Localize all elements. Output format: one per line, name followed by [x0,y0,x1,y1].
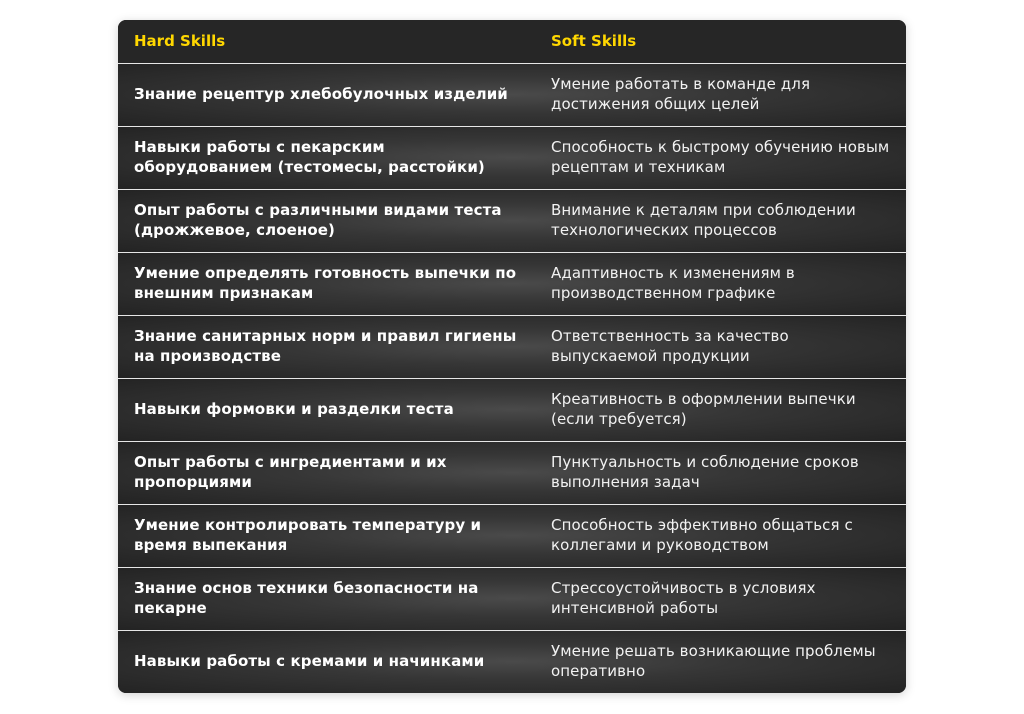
soft-skill-cell: Способность эффективно общаться с коллегами и руководством [535,504,906,567]
column-header-hard-skills: Hard Skills [118,20,535,63]
table-row [118,441,906,504]
table-row [118,126,906,189]
table-header-row [118,20,906,63]
soft-skill-cell: Способность к быстрому обучению новым рецептам и техникам [535,126,906,189]
soft-skill-cell: Креативность в оформлении выпечки (если требуется) [535,378,906,441]
table-row [118,567,906,630]
hard-skill-cell: Умение определять готовность выпечки по внешним признакам [118,252,535,315]
table-row [118,630,906,693]
table-row [118,315,906,378]
hard-skill-cell: Знание рецептур хлебобулочных изделий [134,84,508,103]
soft-skill-cell: Адаптивность к изменениям в производственном графике [535,252,906,315]
table-row [118,504,906,567]
soft-skill-cell: Стрессоустойчивость в условиях интенсивной работы [535,567,906,630]
soft-skill-cell: Умение решать возникающие проблемы оперативно [535,630,906,693]
skills-table [118,20,906,693]
hard-skill-cell: Навыки формовки и разделки теста [118,378,535,441]
hard-skill-cell: Навыки работы с кремами и начинками [118,630,535,693]
soft-skill-cell: Пунктуальность и соблюдение сроков выполнения задач [535,441,906,504]
table-row [118,189,906,252]
hard-skill-cell: Знание основ техники безопасности на пекарне [118,567,535,630]
soft-skill-cell: Внимание к деталям при соблюдении технологических процессов [535,189,906,252]
hard-skill-cell: Навыки работы с пекарским оборудованием (тестомесы, расстойки) [118,126,535,189]
hard-skill-cell: Умение контролировать температуру и время выпекания [118,504,535,567]
table-row [118,378,906,441]
table-row [118,252,906,315]
table-row [118,63,906,126]
soft-skill-cell: Ответственность за качество выпускаемой продукции [535,315,906,378]
hard-skill-cell: Знание санитарных норм и правил гигиены на производстве [118,315,535,378]
hard-skill-cell: Опыт работы с ингредиентами и их пропорциями [118,441,535,504]
soft-skill-cell: Умение работать в команде для достижения общих целей [551,75,811,113]
column-header-soft-skills: Soft Skills [535,20,906,63]
skills-table-container [118,20,906,693]
hard-skill-cell: Опыт работы с различными видами теста (дрожжевое, слоеное) [118,189,535,252]
